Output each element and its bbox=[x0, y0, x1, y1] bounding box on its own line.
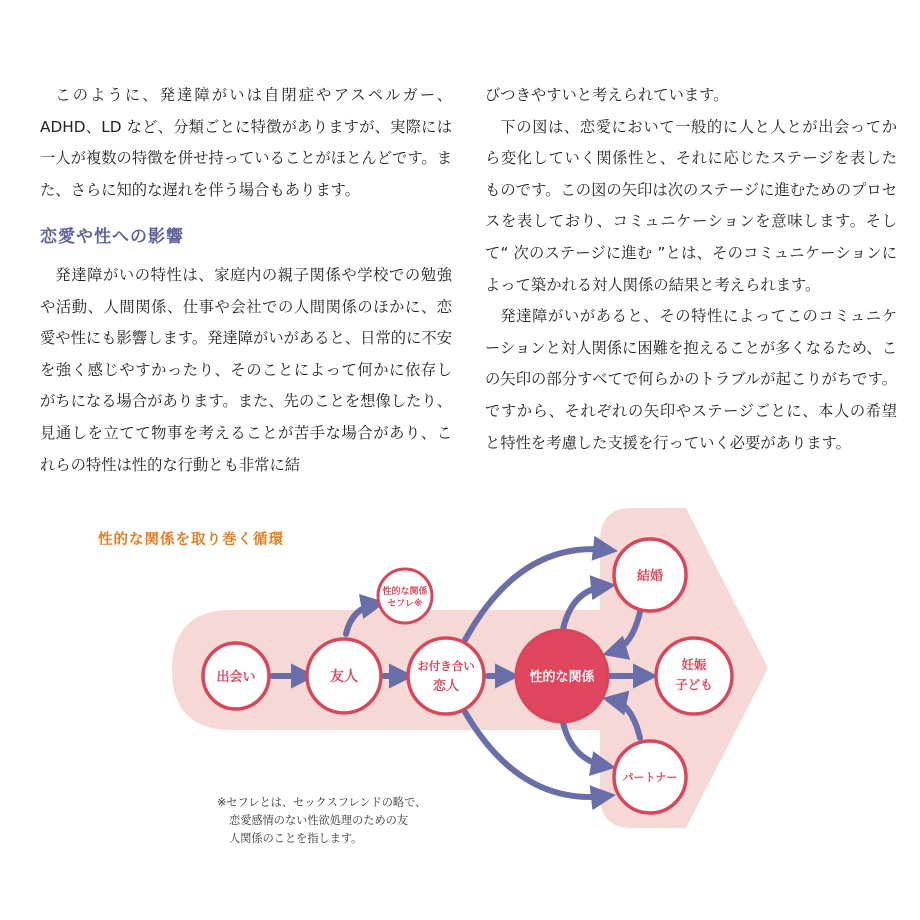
footnote bbox=[217, 794, 477, 848]
node-koibito bbox=[408, 638, 484, 714]
diagram-explanation-paragraph: 下の図は、恋愛において一般的に人と人とが出会ってから変化していく関係性と、それに応じたステージを表したものです。この図の矢印は次のステージに進むためのプロセスを表しており、コミュニケーションを意味します。そして“ 次のステージに進む ”とは、そのコミュニケーションによって築かれる対人関係の結果と考えられます。 bbox=[485, 117, 897, 294]
footnote-line-1: ※セフレとは、セックスフレンドの略で、 bbox=[217, 796, 427, 809]
node-seiteki-label: 性的な関係 bbox=[529, 670, 595, 685]
section-heading: 恋愛や性への影響 bbox=[40, 227, 184, 248]
node-ninshin-label-2: 子ども bbox=[675, 677, 713, 692]
continued-paragraph: びつきやすいと考えられています。 bbox=[485, 86, 729, 104]
node-yujin-label: 友人 bbox=[330, 669, 358, 685]
node-ninshin-label-1: 妊娠 bbox=[681, 657, 707, 672]
node-sefure-label-2: セフレ※ bbox=[387, 599, 423, 609]
node-koibito-label-2: 恋人 bbox=[432, 679, 460, 694]
node-koibito-label-1: お付き合い bbox=[417, 659, 475, 673]
diagram-title: 性的な関係を取り巻く循環 bbox=[98, 532, 284, 548]
node-partner bbox=[614, 741, 686, 813]
footnote-line-2: 恋愛感情のない性欲処理のための友 bbox=[229, 814, 409, 827]
node-ninshin bbox=[656, 638, 732, 714]
node-yujin bbox=[307, 639, 381, 713]
node-kekkon-label: 結婚 bbox=[636, 569, 664, 584]
node-sefure-label-1: 性的な関係 bbox=[382, 587, 428, 597]
node-deai-label: 出会い bbox=[216, 670, 256, 685]
node-partner-label: パートナー bbox=[622, 771, 678, 784]
support-paragraph: 発達障がいがあると、その特性によってこのコミュニケーションと対人関係に困難を抱えることが多くなるため、この矢印の部分すべてで何らかのトラブルが起こりがちです。ですから、それぞれの矢印やステージごとに、本人の希望と特性を考慮した支援を行っていく必要があります。 bbox=[485, 307, 897, 452]
intro-paragraph: このように、発達障がいは自閉症やアスペルガー、ADHD、LD など、分類ごとに特徴がありますが、実際には一人が複数の特徴を併せ持っていることがほとんどです。また、さらに知的な遅れを伴う場合もあります。 bbox=[40, 86, 452, 199]
node-kekkon bbox=[614, 539, 686, 611]
node-deai bbox=[203, 643, 269, 709]
node-seiteki bbox=[516, 630, 608, 722]
footnote-line-3: 人関係のことを指します。 bbox=[229, 832, 363, 845]
node-sefure bbox=[378, 569, 432, 623]
influence-paragraph: 発達障がいの特性は、家庭内の親子関係や学校での勉強や活動、人間関係、仕事や会社での人間関係のほかに、恋愛や性にも影響します。発達障がいがあると、日常的に不安を強く感じやすかったり、そのことによって何かに依存しがちになる場合があります。また、先のことを想像したり、見通しを立てて物事を考えることが苦手な場合があり、これらの特性は性的な行動とも非常に結 bbox=[40, 265, 452, 474]
